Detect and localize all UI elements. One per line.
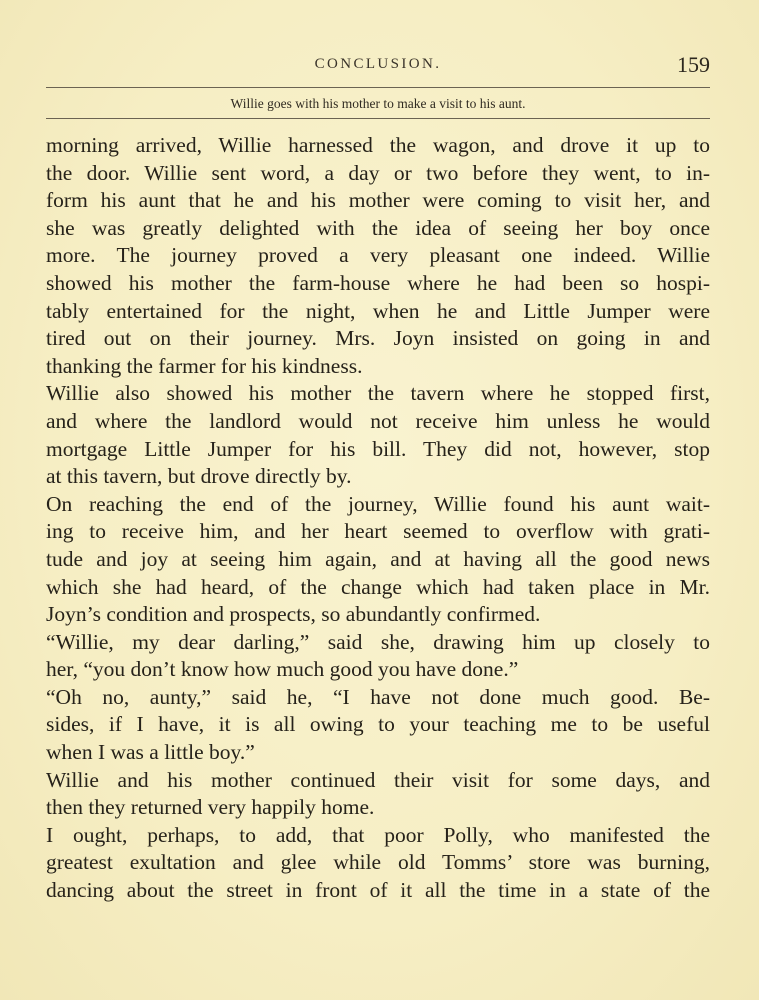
text-line: the door. Willie sent word, a day or two before they went, to in- — [46, 160, 710, 185]
text-line: she was greatly delighted with the idea of seeing her boy once — [46, 215, 710, 240]
text-line: “Oh no, aunty,” said he, “I have not done much good. Be- — [46, 684, 710, 709]
body-text — [46, 132, 710, 905]
page-number: 159 — [677, 52, 710, 77]
text-line: mortgage Little Jumper for his bill. They did not, however, stop — [46, 436, 710, 461]
text-line: On reaching the end of the journey, Willie found his aunt wait- — [46, 491, 710, 516]
text-line: tired out on their journey. Mrs. Joyn insisted on going in and — [46, 326, 710, 351]
text-line: sides, if I have, it is all owing to your teaching me to be useful — [46, 712, 710, 737]
text-line: thanking the farmer for his kindness. — [46, 353, 363, 378]
text-line: showed his mother the farm-house where he had been so hospi- — [46, 270, 710, 295]
running-head — [46, 52, 710, 80]
text-line: form his aunt that he and his mother were coming to visit her, and — [46, 188, 710, 213]
text-line: and where the landlord would not receive him unless he would — [46, 408, 710, 433]
section-headline: Willie goes with his mother to make a visit to his aunt. — [230, 96, 526, 111]
text-line: I ought, perhaps, to add, that poor Polly, who manifested the — [46, 822, 710, 847]
text-line: greatest exultation and glee while old Tomms’ store was burning, — [46, 850, 710, 875]
text-line: ing to receive him, and her heart seemed to overflow with grati- — [46, 519, 710, 544]
text-line: tably entertained for the night, when he and Little Jumper were — [46, 298, 710, 323]
text-line: which she had heard, of the change which had taken place in Mr. — [46, 574, 710, 599]
text-line: Willie and his mother continued their visit for some days, and — [46, 767, 710, 792]
text-line: then they returned very happily home. — [46, 795, 375, 820]
text-line: at this tavern, but drove directly by. — [46, 464, 352, 489]
text-line: her, “you don’t know how much good you have done.” — [46, 657, 519, 682]
text-line: more. The journey proved a very pleasant one indeed. Willie — [46, 243, 710, 268]
running-title: CONCLUSION. — [314, 56, 442, 72]
text-line: Joyn’s condition and prospects, so abundantly confirmed. — [46, 602, 541, 627]
text-line: “Willie, my dear darling,” said she, drawing him up closely to — [46, 629, 710, 654]
text-line: tude and joy at seeing him again, and at having all the good news — [46, 546, 710, 571]
header-rule-top — [46, 87, 710, 88]
text-line: dancing about the street in front of it all the time in a state of the — [46, 878, 710, 903]
text-line: when I was a little boy.” — [46, 740, 255, 765]
text-line: morning arrived, Willie harnessed the wagon, and drove it up to — [46, 133, 710, 157]
text-line: Willie also showed his mother the tavern where he stopped first, — [46, 381, 710, 406]
header-rule-bottom — [46, 118, 710, 119]
